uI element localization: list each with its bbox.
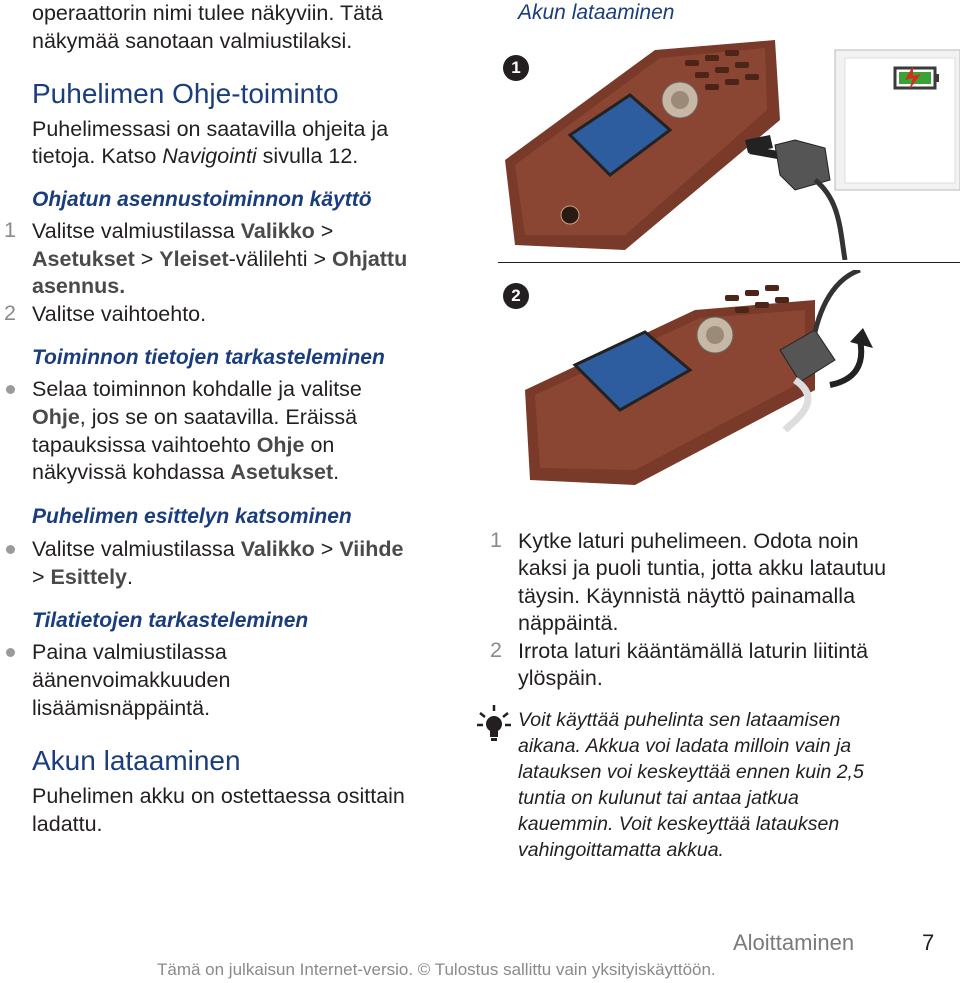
charging-step-1-line-4: näppäintä. xyxy=(518,611,619,635)
figure-caption: Akun lataaminen xyxy=(518,1,675,24)
feature-info-line-3: tapauksissa vaihtoehto Ohje on xyxy=(32,433,335,457)
rotate-up-arrow-icon xyxy=(830,328,873,385)
guided-step-1-line-1: Valitse valmiustilassa Valikko > xyxy=(32,219,334,243)
step-number: 2 xyxy=(490,638,502,662)
tip-line-6: vahingoittamatta akkua. xyxy=(518,839,724,861)
charger-plug-icon xyxy=(745,135,845,260)
feature-info-line-1: Selaa toiminnon kohdalle ja valitse xyxy=(32,377,362,401)
lightbulb-icon xyxy=(476,703,512,743)
charging-step-1-line-2: kaksi ja puoli tuntia, jotta akku latautuu xyxy=(518,556,887,580)
tip-line-5: kauemmin. Voit keskeyttää latauksen xyxy=(518,813,840,835)
step-number: 1 xyxy=(490,528,502,552)
mobile-phone-icon xyxy=(505,40,780,250)
help-line-1: Puhelimessasi on saatavilla ohjeita ja xyxy=(32,117,389,141)
phone-charging-illustration xyxy=(495,40,960,260)
status-line-2: äänenvoimakkuuden xyxy=(32,668,231,692)
mobile-phone-icon xyxy=(525,285,815,485)
tip-line-3: latauksen voi keskeyttää ennen kuin 2,5 xyxy=(518,761,864,783)
battery-line-2: ladattu. xyxy=(32,812,103,836)
navigation-reference: Navigointi xyxy=(162,144,257,168)
phone-unplug-illustration xyxy=(495,270,960,500)
heading-guided-setup: Ohjatun asennustoiminnon käyttö xyxy=(32,188,372,211)
feature-info-line-4: näkyvissä kohdassa Asetukset. xyxy=(32,460,340,484)
charging-step-1-line-3: täysin. Käynnistä näyttö painamalla xyxy=(518,584,856,608)
status-line-3: lisäämisnäppäintä. xyxy=(32,696,211,720)
footer-section-title: Aloittaminen xyxy=(733,930,855,955)
page-number: 7 xyxy=(922,930,935,955)
tip-line-2: aikana. Akkua voi ladata milloin vain ja xyxy=(518,735,852,757)
guided-step-2: Valitse vaihtoehto. xyxy=(32,302,207,326)
step-number: 2 xyxy=(4,301,16,325)
battery-line-1: Puhelimen akku on ostettaessa osittain xyxy=(32,784,405,808)
demo-line-1: Valitse valmiustilassa Valikko > Viihde xyxy=(32,537,404,561)
heading-help: Puhelimen Ohje-toiminto xyxy=(32,78,339,109)
feature-info-line-2: Ohje, jos se on saatavilla. Eräissä xyxy=(32,405,358,429)
step-marker-1: 1 xyxy=(503,55,529,81)
guided-step-1-line-3: asennus. xyxy=(32,274,126,298)
bullet xyxy=(6,545,15,554)
tip-line-4: tuntia on kulunut tai antaa jatkua xyxy=(518,787,799,809)
intro-line-1: operaattorin nimi tulee näkyviin. Tätä xyxy=(32,1,383,25)
intro-line-2: näkymää sanotaan valmiustilaksi. xyxy=(32,29,353,53)
battery-charging-icon xyxy=(835,50,960,190)
guided-step-1-line-2: Asetukset > Yleiset-välilehti > Ohjattu xyxy=(32,247,408,271)
illustration-divider xyxy=(498,262,960,263)
footer-copyright-note: Tämä on julkaisun Internet-versio. © Tulostus sallittu vain yksityiskäyttöön. xyxy=(157,960,716,979)
heading-battery: Akun lataaminen xyxy=(32,745,241,776)
bullet xyxy=(6,385,15,394)
bullet xyxy=(6,648,15,657)
help-line-2: tietoja. Katso Navigointi sivulla 12. xyxy=(32,144,359,168)
step-number: 1 xyxy=(4,218,16,242)
demo-line-2: > Esittely. xyxy=(32,565,133,589)
tip-line-1: Voit käyttää puhelinta sen lataamisen xyxy=(518,709,841,731)
step-marker-2: 2 xyxy=(503,283,529,309)
heading-demo: Puhelimen esittelyn katsominen xyxy=(32,505,352,528)
charger-plug-icon xyxy=(780,270,860,430)
status-line-1: Paina valmiustilassa xyxy=(32,640,227,664)
heading-status: Tilatietojen tarkasteleminen xyxy=(32,609,309,632)
charging-step-1-line-1: Kytke laturi puhelimeen. Odota noin xyxy=(518,529,859,553)
heading-feature-info: Toiminnon tietojen tarkasteleminen xyxy=(32,346,385,369)
charging-step-2-line-2: ylöspäin. xyxy=(518,666,603,690)
charging-step-2-line-1: Irrota laturi kääntämällä laturin liitintä xyxy=(518,639,869,663)
